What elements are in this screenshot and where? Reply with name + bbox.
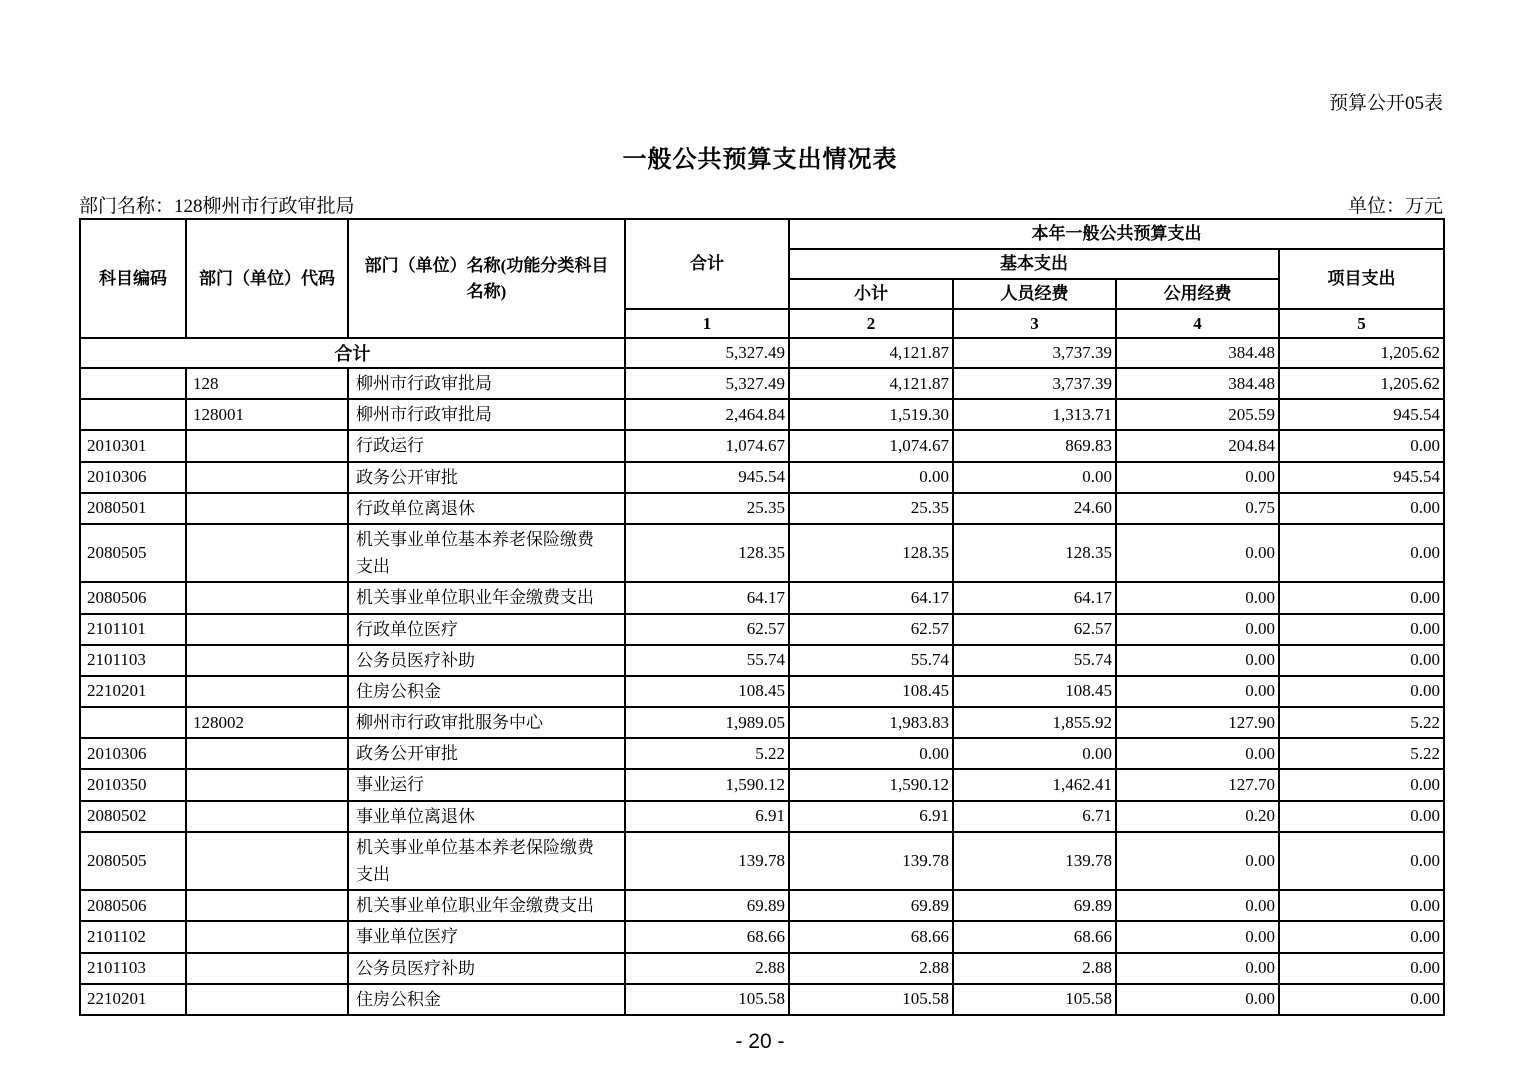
col-header-dept-code: 部门（单位）代码	[186, 219, 348, 338]
project-cell: 5.22	[1279, 738, 1444, 769]
subtotal-cell: 4,121.87	[789, 368, 953, 399]
dept-name-cell: 事业单位离退休	[348, 801, 625, 832]
subtotal-cell: 6.91	[789, 801, 953, 832]
total-cell: 128.35	[625, 524, 789, 582]
project-cell: 0.00	[1279, 614, 1444, 645]
public_funds-cell: 204.84	[1116, 430, 1279, 461]
col-number-1: 1	[625, 309, 789, 339]
subject-code-cell: 2010306	[80, 738, 186, 769]
personnel-cell: 62.57	[953, 614, 1116, 645]
table-row	[80, 524, 1444, 582]
personnel-cell: 3,737.39	[953, 338, 1116, 368]
personnel-cell: 1,855.92	[953, 707, 1116, 738]
subject-code-cell: 2101103	[80, 953, 186, 984]
subtotal-cell: 62.57	[789, 614, 953, 645]
col-number-2: 2	[789, 309, 953, 339]
col-header-personnel: 人员经费	[953, 279, 1116, 309]
project-cell: 0.00	[1279, 524, 1444, 582]
table-row	[80, 801, 1444, 832]
subject-code-cell: 2210201	[80, 676, 186, 707]
total-cell: 64.17	[625, 582, 789, 613]
dept-name-cell: 事业单位医疗	[348, 921, 625, 952]
dept-name-cell: 行政单位离退休	[348, 493, 625, 524]
dept-code-cell	[186, 493, 348, 524]
public_funds-cell: 0.00	[1116, 832, 1279, 890]
total-cell: 55.74	[625, 645, 789, 676]
budget-expenditure-table	[79, 218, 1445, 1016]
project-cell: 0.00	[1279, 832, 1444, 890]
subject-code-cell: 2080506	[80, 890, 186, 921]
total-cell: 139.78	[625, 832, 789, 890]
subtotal-cell: 1,519.30	[789, 399, 953, 430]
grand-total-label: 合计	[80, 338, 625, 368]
subtotal-cell: 1,590.12	[789, 769, 953, 800]
total-cell: 2,464.84	[625, 399, 789, 430]
dept-name-cell: 住房公积金	[348, 676, 625, 707]
col-header-subject-code: 科目编码	[80, 219, 186, 338]
dept-code-cell	[186, 524, 348, 582]
subject-code-cell: 2010306	[80, 462, 186, 493]
dept-name-cell: 柳州市行政审批局	[348, 399, 625, 430]
dept-name-cell: 公务员医疗补助	[348, 645, 625, 676]
dept-code-cell: 128	[186, 368, 348, 399]
public_funds-cell: 0.20	[1116, 801, 1279, 832]
subject-code-cell: 2101101	[80, 614, 186, 645]
personnel-cell: 105.58	[953, 984, 1116, 1015]
table-row	[80, 707, 1444, 738]
dept-name-cell: 政务公开审批	[348, 462, 625, 493]
public_funds-cell: 384.48	[1116, 368, 1279, 399]
dept-name-cell: 政务公开审批	[348, 738, 625, 769]
dept-code-cell	[186, 769, 348, 800]
project-cell: 0.00	[1279, 769, 1444, 800]
personnel-cell: 69.89	[953, 890, 1116, 921]
form-number-label: 预算公开05表	[1328, 93, 1443, 114]
unit-label: 单位：万元	[1347, 196, 1443, 217]
subject-code-cell	[80, 399, 186, 430]
col-header-project: 项目支出	[1279, 249, 1444, 309]
table-row	[80, 462, 1444, 493]
project-cell: 0.00	[1279, 430, 1444, 461]
project-cell: 0.00	[1279, 953, 1444, 984]
subtotal-cell: 68.66	[789, 921, 953, 952]
personnel-cell: 68.66	[953, 921, 1116, 952]
subtotal-cell: 105.58	[789, 984, 953, 1015]
public_funds-cell: 0.00	[1116, 953, 1279, 984]
subject-code-cell	[80, 707, 186, 738]
subject-code-cell: 2080505	[80, 524, 186, 582]
total-cell: 1,989.05	[625, 707, 789, 738]
dept-code-cell	[186, 676, 348, 707]
project-cell: 0.00	[1279, 645, 1444, 676]
public_funds-cell: 0.00	[1116, 462, 1279, 493]
grand-total-row	[80, 338, 1444, 368]
personnel-cell: 869.83	[953, 430, 1116, 461]
dept-code-cell: 128002	[186, 707, 348, 738]
subject-code-cell: 2101103	[80, 645, 186, 676]
table-body	[80, 338, 1444, 1015]
subtotal-cell: 55.74	[789, 645, 953, 676]
col-header-total: 合计	[625, 219, 789, 309]
project-cell: 0.00	[1279, 801, 1444, 832]
public_funds-cell: 384.48	[1116, 338, 1279, 368]
public_funds-cell: 0.00	[1116, 890, 1279, 921]
public_funds-cell: 205.59	[1116, 399, 1279, 430]
dept-code-cell	[186, 462, 348, 493]
subtotal-cell: 2.88	[789, 953, 953, 984]
personnel-cell: 139.78	[953, 832, 1116, 890]
subtotal-cell: 0.00	[789, 738, 953, 769]
table-row	[80, 921, 1444, 952]
meta-row	[79, 191, 1443, 218]
subject-code-cell: 2080505	[80, 832, 186, 890]
project-cell: 0.00	[1279, 676, 1444, 707]
subtotal-cell: 0.00	[789, 462, 953, 493]
public_funds-cell: 0.00	[1116, 921, 1279, 952]
page-title: 一般公共预算支出情况表	[622, 147, 898, 173]
personnel-cell: 3,737.39	[953, 368, 1116, 399]
public_funds-cell: 0.00	[1116, 645, 1279, 676]
total-cell: 68.66	[625, 921, 789, 952]
total-cell: 62.57	[625, 614, 789, 645]
dept-code-cell	[186, 801, 348, 832]
dept-name-cell: 机关事业单位基本养老保险缴费支出	[348, 524, 625, 582]
personnel-cell: 24.60	[953, 493, 1116, 524]
dept-code-cell	[186, 430, 348, 461]
subject-code-cell: 2101102	[80, 921, 186, 952]
total-cell: 5,327.49	[625, 368, 789, 399]
page-number: - 20 -	[735, 1030, 785, 1053]
project-cell: 5.22	[1279, 707, 1444, 738]
personnel-cell: 1,313.71	[953, 399, 1116, 430]
personnel-cell: 64.17	[953, 582, 1116, 613]
public_funds-cell: 0.00	[1116, 984, 1279, 1015]
dept-name-cell: 机关事业单位基本养老保险缴费支出	[348, 832, 625, 890]
dept-name-cell: 行政单位医疗	[348, 614, 625, 645]
subject-code-cell	[80, 368, 186, 399]
subject-code-cell: 2080501	[80, 493, 186, 524]
total-cell: 945.54	[625, 462, 789, 493]
personnel-cell: 2.88	[953, 953, 1116, 984]
subtotal-cell: 4,121.87	[789, 338, 953, 368]
personnel-cell: 128.35	[953, 524, 1116, 582]
table-row	[80, 493, 1444, 524]
subject-code-cell: 2010301	[80, 430, 186, 461]
header-row-1	[80, 219, 1444, 249]
dept-name-cell: 公务员医疗补助	[348, 953, 625, 984]
table-row	[80, 676, 1444, 707]
subject-code-cell: 2080506	[80, 582, 186, 613]
total-cell: 1,590.12	[625, 769, 789, 800]
public_funds-cell: 0.00	[1116, 582, 1279, 613]
table-row	[80, 430, 1444, 461]
total-cell: 105.58	[625, 984, 789, 1015]
personnel-cell: 6.71	[953, 801, 1116, 832]
dept-code-cell	[186, 921, 348, 952]
public_funds-cell: 0.75	[1116, 493, 1279, 524]
subject-code-cell: 2210201	[80, 984, 186, 1015]
col-number-4: 4	[1116, 309, 1279, 339]
department-name-label: 部门名称：128柳州市行政审批局	[79, 196, 355, 217]
col-header-public-funds: 公用经费	[1116, 279, 1279, 309]
public_funds-cell: 0.00	[1116, 614, 1279, 645]
col-header-dept-name: 部门（单位）名称(功能分类科目名称)	[348, 219, 625, 338]
total-cell: 2.88	[625, 953, 789, 984]
project-cell: 0.00	[1279, 890, 1444, 921]
dept-name-cell: 机关事业单位职业年金缴费支出	[348, 582, 625, 613]
col-number-5: 5	[1279, 309, 1444, 339]
table-row	[80, 953, 1444, 984]
public_funds-cell: 0.00	[1116, 738, 1279, 769]
table-row	[80, 769, 1444, 800]
subtotal-cell: 69.89	[789, 890, 953, 921]
subtotal-cell: 64.17	[789, 582, 953, 613]
table-row	[80, 645, 1444, 676]
total-cell: 5,327.49	[625, 338, 789, 368]
dept-name-cell: 事业运行	[348, 769, 625, 800]
subtotal-cell: 108.45	[789, 676, 953, 707]
dept-code-cell	[186, 984, 348, 1015]
total-cell: 69.89	[625, 890, 789, 921]
personnel-cell: 0.00	[953, 738, 1116, 769]
table-row	[80, 984, 1444, 1015]
public_funds-cell: 127.70	[1116, 769, 1279, 800]
dept-code-cell	[186, 582, 348, 613]
personnel-cell: 108.45	[953, 676, 1116, 707]
project-cell: 0.00	[1279, 493, 1444, 524]
col-header-basic-group: 基本支出	[789, 249, 1279, 279]
dept-code-cell	[186, 832, 348, 890]
public_funds-cell: 127.90	[1116, 707, 1279, 738]
table-row	[80, 890, 1444, 921]
dept-code-cell: 128001	[186, 399, 348, 430]
dept-code-cell	[186, 738, 348, 769]
table-row	[80, 738, 1444, 769]
personnel-cell: 55.74	[953, 645, 1116, 676]
subject-code-cell: 2080502	[80, 801, 186, 832]
total-cell: 1,074.67	[625, 430, 789, 461]
dept-code-cell	[186, 953, 348, 984]
dept-name-cell: 行政运行	[348, 430, 625, 461]
total-cell: 108.45	[625, 676, 789, 707]
table-row	[80, 614, 1444, 645]
dept-code-cell	[186, 614, 348, 645]
public_funds-cell: 0.00	[1116, 524, 1279, 582]
table-row	[80, 832, 1444, 890]
project-cell: 945.54	[1279, 399, 1444, 430]
dept-code-cell	[186, 890, 348, 921]
public_funds-cell: 0.00	[1116, 676, 1279, 707]
personnel-cell: 0.00	[953, 462, 1116, 493]
subtotal-cell: 1,983.83	[789, 707, 953, 738]
personnel-cell: 1,462.41	[953, 769, 1116, 800]
project-cell: 945.54	[1279, 462, 1444, 493]
dept-name-cell: 柳州市行政审批局	[348, 368, 625, 399]
table-row	[80, 399, 1444, 430]
project-cell: 0.00	[1279, 921, 1444, 952]
subtotal-cell: 139.78	[789, 832, 953, 890]
col-header-subtotal: 小计	[789, 279, 953, 309]
col-number-3: 3	[953, 309, 1116, 339]
col-header-current-year-group: 本年一般公共预算支出	[789, 219, 1444, 249]
project-cell: 0.00	[1279, 984, 1444, 1015]
subtotal-cell: 1,074.67	[789, 430, 953, 461]
table-header	[80, 219, 1444, 338]
total-cell: 6.91	[625, 801, 789, 832]
subject-code-cell: 2010350	[80, 769, 186, 800]
total-cell: 25.35	[625, 493, 789, 524]
subtotal-cell: 25.35	[789, 493, 953, 524]
dept-name-cell: 机关事业单位职业年金缴费支出	[348, 890, 625, 921]
total-cell: 5.22	[625, 738, 789, 769]
table-row	[80, 582, 1444, 613]
table-row	[80, 368, 1444, 399]
dept-name-cell: 柳州市行政审批服务中心	[348, 707, 625, 738]
subtotal-cell: 128.35	[789, 524, 953, 582]
dept-name-cell: 住房公积金	[348, 984, 625, 1015]
project-cell: 0.00	[1279, 582, 1444, 613]
project-cell: 1,205.62	[1279, 338, 1444, 368]
project-cell: 1,205.62	[1279, 368, 1444, 399]
dept-code-cell	[186, 645, 348, 676]
